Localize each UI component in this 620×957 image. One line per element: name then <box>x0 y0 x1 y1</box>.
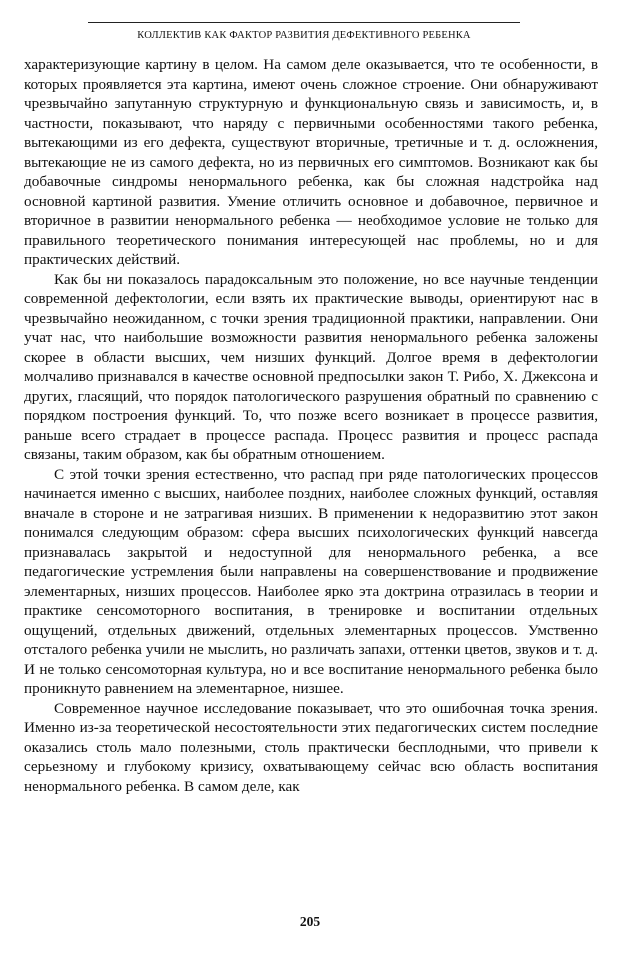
paragraph-3: С этой точки зрения естественно, что распад при ряде патологических процессов начинается именно с высших, наиболее поздних, наиболее сложных функций, оставляя вначале в стороне и не затрагивая низших. В применении к недоразвитию этот закон понимался следующим образом: сфера высших психологических функций навсегда признавалась закрытой и недоступной для ненормального ребенка, а все педагогические устремления были направлены на совершенствование и продвижение элементарных, низших процессов. Наиболее ярко эта доктрина отразилась в теории и практике сенсомоторного воспитания, в тренировке и воспитании отдельных ощущений, отдельных движений, отдельных элементарных процессов. Умственно отсталого ребенка учили не мыслить, но различать запахи, оттенки цветов, звуков и т. д. И не только сенсомоторная культура, но и все воспитание ненормального ребенка было проникнуто равнением на элементарное, низшее. <box>24 465 598 697</box>
header-rule <box>88 22 520 23</box>
running-head: КОЛЛЕКТИВ КАК ФАКТОР РАЗВИТИЯ ДЕФЕКТИВНОГО РЕБЕНКА <box>137 30 471 41</box>
paragraph-1: характеризующие картину в целом. На самом деле оказывается, что те особенности, в которых проявляется эта картина, имеют очень сложное строение. Они обнаруживают чрезвычайно запутанную структурную и функциональную связь и зависимость, и, в частности, показывают, что наряду с первичными особенностями такого ребенка, вытекающими из его дефекта, существуют вторичные, третичные и т. д. осложнения, вытекающие не из самого дефекта, но из первичных его симптомов. Возникают как бы добавочные синдромы ненормального ребенка, как бы сложная надстройка над основной картиной развития. Умение отличить основное и добавочное, первичное и вторичное в развитии ненормального ребенка — необходимое условие не только для правильного теоретического понимания интересующей нас проблемы, но и для практических действий. <box>24 56 598 268</box>
body-text <box>24 55 598 905</box>
paragraph-4: Современное научное исследование показывает, что это ошибочная точка зрения. Именно из-за теоретической несостоятельности этих педагогических систем последние оказались столь мало полезными, столь практически бесплодными, что привели к серьезному и глубокому кризису, охватывающему сейчас всю область воспитания ненормального ребенка. В самом деле, как <box>24 699 598 795</box>
paragraph-2: Как бы ни показалось парадоксальным это положение, но все научные тенденции современной дефектологии, если взять их практические выводы, ориентируют нас в чрезвычайно неожиданном, с точки зрения традиционной практики, направлении. Они учат нас, что наибольшие возможности развития ненормального ребенка заложены скорее в области высших, чем низших функций. Долгое время в дефектологии молчаливо признавался в качестве основной предпосылки закон Т. Рибо, Х. Джексона и других, гласящий, что порядок патологического разрушения обратный по сравнению с порядком построения функций. То, что позже всего возникает в процессе развития, раньше всего страдает в процессе распада. Процесс развития и процесс распада связаны, таким образом, как бы обратным отношением. <box>24 270 598 463</box>
page-number: 205 <box>299 914 321 929</box>
